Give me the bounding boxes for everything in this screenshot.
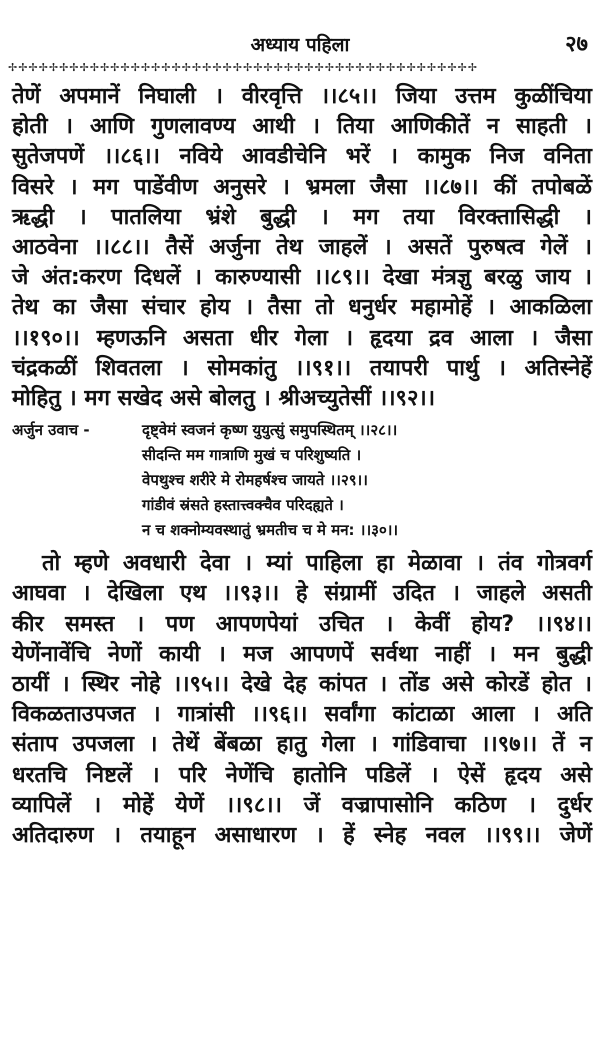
- text-line: व्यापिलें । मोहें येणें ।।९८।। जें वज्रापासोनि कठिण । दुर्धर: [12, 792, 592, 818]
- text-line: कीर समस्त । पण आपणपेयां उचित । केवीं होय? ।।९४।।: [12, 611, 592, 637]
- text-line: ।।१९०।। म्हणऊनि असता धीर गेला । हृदया द्रव आला । जैसा: [12, 325, 592, 351]
- verse-line: दृष्ट्वेमं स्वजनं कृष्ण युयुत्सुं समुपस्थितम् ।।२८।।: [142, 421, 398, 440]
- text-line: जे अंत:करण दिधलें । कारुण्यासी ।।८९।। देखा मंत्रज्ञु बरळु जाय ।: [12, 265, 592, 291]
- page-body: [12, 82, 592, 851]
- text-line: तो म्हणे अवधारी देवा । म्यां पाहिला हा मेळावा । तंव गोत्रवर्ग: [42, 551, 592, 577]
- text-line: ठायीं । स्थिर नोहे ।।९५।। देखे देह कांपत । तोंड असे कोरडें होत ।: [12, 672, 592, 698]
- sanskrit-verse: [12, 418, 592, 543]
- text-line: विसरे । मग पाडेंवीण अनुसरे । भ्रमला जैसा ।।८७।। कीं तपोबळें: [12, 174, 592, 200]
- page-number: २७: [565, 32, 588, 57]
- verse-line: गांडीवं स्रंसते हस्तात्त्वक्चैव परिदह्यते ।: [142, 496, 344, 515]
- verse-line: न च शक्नोम्यवस्थातुं भ्रमतीच च मे मन: ।।३०।।: [142, 521, 399, 540]
- text-line: चंद्रकळीं शिवतला । सोमकांतु ।।९१।। तयापरी पार्थु । अतिस्नेहें: [12, 355, 592, 381]
- text-line: तेथ का जैसा संचार होय । तैसा तो धनुर्धर महामोहें । आकळिला: [12, 295, 592, 321]
- chapter-title: अध्याय पहिला: [250, 34, 350, 56]
- paragraph-1: [12, 82, 592, 414]
- text-line: अतिदारुण । तयाहून असाधारण । हें स्नेह नवल ।।९९।। जेणें: [12, 823, 592, 849]
- text-line: ऋद्धी । पातलिया भ्रंशे बुद्धी । मग तया विरक्तासिद्धी ।: [12, 204, 592, 230]
- text-line: सुतेजपणें ।।८६।। नविये आवडीचेनि भरें । कामुक निज वनिता: [12, 144, 592, 170]
- text-line: होती । आणि गुणलावण्य आथी । तिया आणिकीतें न साहती ।: [12, 114, 592, 140]
- text-line: आघवा । देखिला एथ ।।९३।। हे संग्रामीं उदित । जाहले असती: [12, 581, 592, 607]
- text-line: मोहितु । मग सखेद असे बोलतु । श्रीअच्युतेसीं ।।९२।।: [12, 386, 436, 412]
- verse-line: वेपथुश्च शरीरे मे रोमहर्षश्च जायते ।।२९।।: [142, 471, 368, 490]
- text-line: विकळताउपजत । गात्रांसी ।।९६।। सर्वांगा कांटाळा आला । अति: [12, 702, 592, 728]
- verse-speaker: अर्जुन उवाच -: [12, 421, 90, 440]
- ornamental-divider: ✢✢✢✢✢✢✢✢✢✢✢✢✢✢✢✢✢✢✢✢✢✢✢✢✢✢✢✢✢✢✢✢✢✢✢✢✢✢✢✢✢✢✢✢✢✢: [8, 63, 478, 73]
- text-line: संताप उपजला । तेथें बेंबळा हातु गेला । गांडिवाचा ।।९७।। तें न: [12, 732, 592, 758]
- page-header: [0, 30, 600, 62]
- text-line: तेणें अपमानें निघाली । वीरवृत्ति ।।८५।। जिया उत्तम कुळींचिया: [12, 84, 592, 109]
- text-line: धरतचि निष्टलें । परि नेणेंचि हातोनि पडिलें । ऐसें हृदय असे: [12, 762, 592, 788]
- verse-line: सीदन्ति मम गात्राणि मुखं च परिशुष्यति ।: [142, 446, 362, 465]
- text-line: आठवेना ।।८८।। तैसें अर्जुना तेथ जाहलें । असतें पुरुषत्व गेलें ।: [12, 235, 592, 261]
- text-line: येणेंनावेंचि नेणों कायी । मज आपणपें सर्वथा नाहीं । मन बुद्धी: [12, 641, 592, 667]
- paragraph-2: [12, 549, 592, 851]
